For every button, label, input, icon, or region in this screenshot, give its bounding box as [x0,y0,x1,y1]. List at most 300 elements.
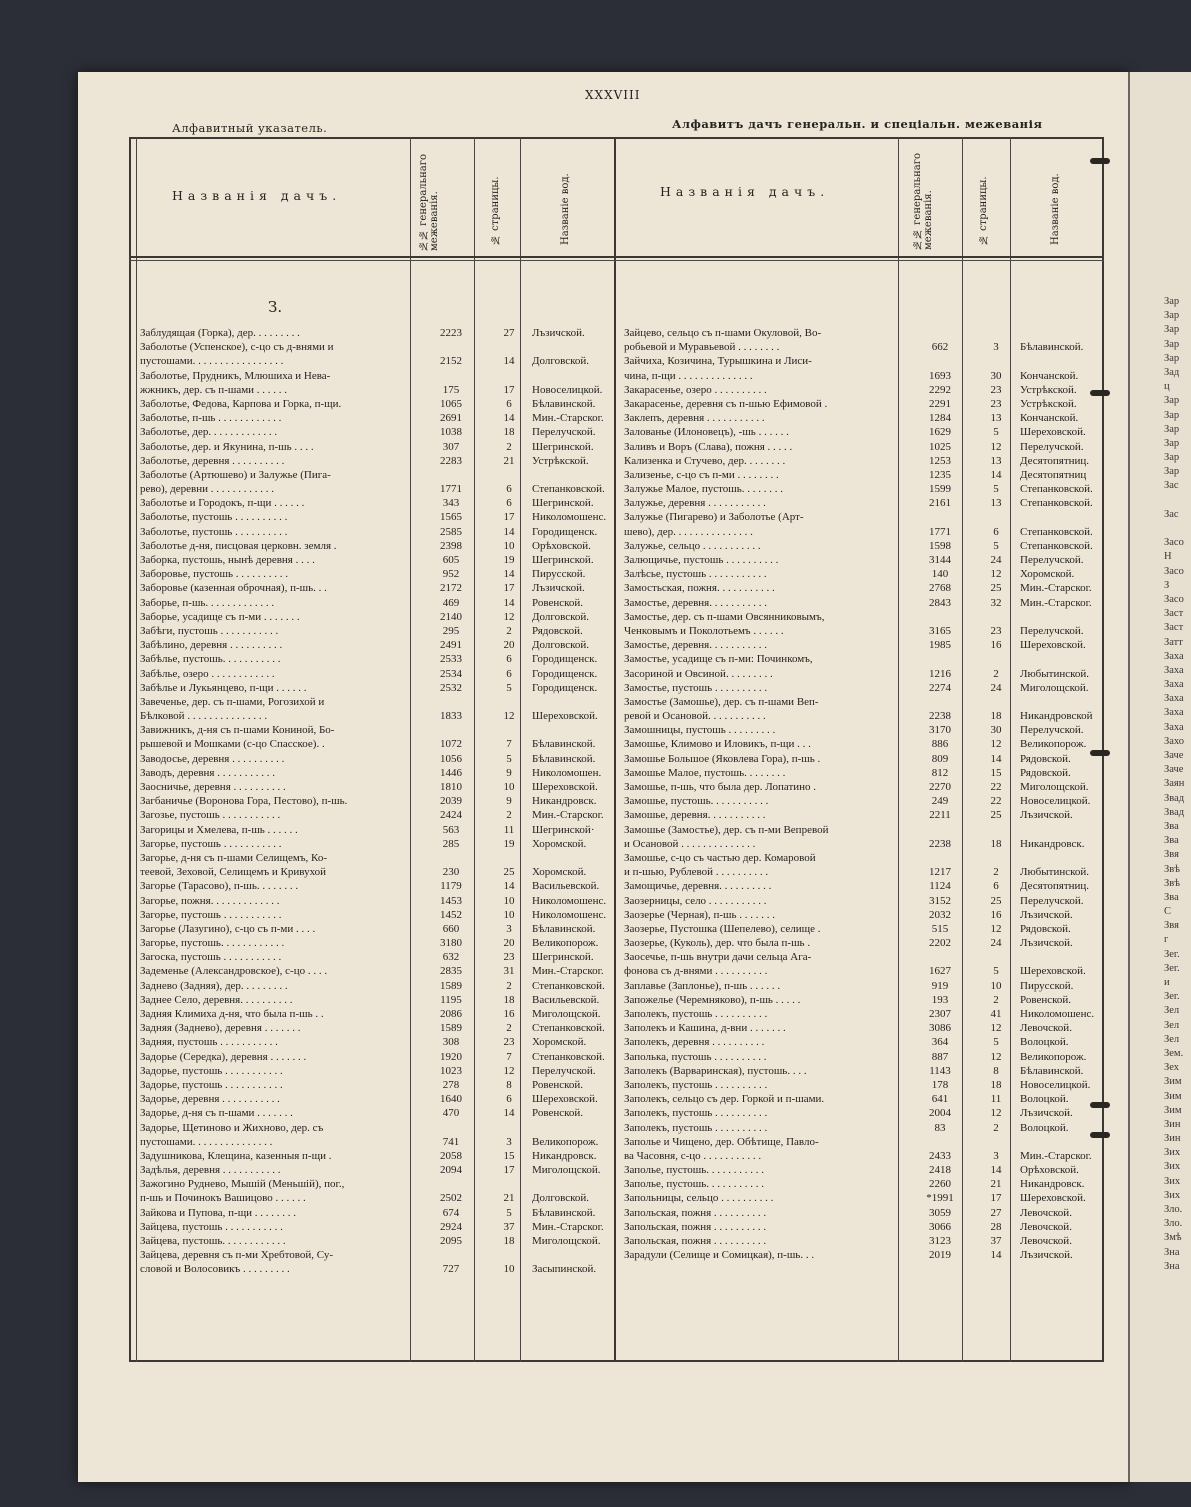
edge-fragment: Змѣ [1164,1232,1182,1244]
water-name: Мин.-Старског. [532,965,604,978]
table-row [624,411,1114,425]
entry-name: Загоска, пустошь . . . . . . . . . . . [140,951,282,964]
water-name: Десятопятниц. [1020,880,1090,893]
page-number-cell: 7 [506,1050,512,1063]
table-row [140,993,630,1007]
water-name: Лъзичской. [1020,908,1073,921]
table-row [624,369,1114,383]
edge-fragment: С [1164,906,1172,918]
water-name: Перелучской. [532,1064,596,1077]
edge-fragment: Захо [1164,735,1185,747]
general-survey-number: 1025 [929,440,951,453]
water-name: Великопорож. [1020,1050,1087,1063]
page-number-cell: 17 [503,383,515,396]
page-number-cell: 14 [503,355,515,368]
water-name: Засыпинской. [532,1263,597,1276]
water-name: Шереховской. [1020,1192,1086,1205]
water-name: Городищенск. [532,667,598,680]
entry-name: Заборье, усадище съ п-ми . . . . . . . [140,610,300,623]
general-survey-number: 175 [442,383,460,396]
page-number-cell: 5 [506,1206,512,1219]
page-number-cell: 14 [503,568,515,581]
table-row [624,539,1114,553]
edge-fragment: Звя [1164,920,1179,932]
table-row [624,326,1114,340]
general-survey-number: 1452 [440,908,462,921]
general-survey-number: 2058 [440,1149,462,1162]
table-row [624,964,1114,978]
general-survey-number: 641 [931,1093,949,1106]
water-name: Устрѣкской. [532,454,589,467]
entry-name: робьевой и Муравьевой . . . . . . . . [624,341,780,354]
water-name: Долговской. [532,1192,590,1205]
page-number-cell: 25 [990,582,1002,595]
general-survey-number: 3144 [929,554,951,566]
water-name: Никандровск. [532,1149,597,1162]
page-number-cell: 2 [506,809,512,822]
table-row [624,1092,1114,1106]
general-survey-number: 3059 [929,1206,951,1219]
edge-fragment: Засо [1164,565,1184,577]
water-name: Новоселицкой. [1020,1078,1091,1091]
table-row [624,624,1114,638]
entry-name: Заболотье д-ня, писцовая церковн. земля . [140,539,337,552]
general-survey-number: 3152 [929,894,951,907]
general-survey-number: 1023 [440,1064,462,1077]
table-row [140,723,630,737]
table-row [140,553,630,567]
general-survey-number: 1446 [440,766,462,779]
page-number-cell: 30 [990,369,1002,382]
header-rule-inner [129,260,1104,261]
water-name: Миголощской. [1020,681,1089,694]
table-row [140,922,630,936]
table-row [140,624,630,638]
general-survey-number: 2274 [929,681,951,694]
general-survey-number: 295 [442,624,460,637]
page-number-cell: 12 [990,738,1002,751]
col-page-right: № страницы. [978,176,989,245]
edge-fragment: Заче [1164,764,1184,776]
water-name: Шереховской. [532,1093,598,1106]
entry-name: Заливъ и Воръ (Слава), пожня . . . . . [624,440,793,453]
water-name: Миголощской. [1020,781,1089,793]
page-number-cell: 32 [990,596,1002,609]
entry-name: Задорье (Середка), деревня . . . . . . . [140,1050,307,1063]
entry-name: Заднее Село, деревня. . . . . . . . . . [140,993,293,1006]
table-row [624,752,1114,766]
edge-fragment: Звѣ [1164,877,1180,889]
page-number-cell: 13 [990,454,1002,467]
table-row [624,794,1114,808]
edge-fragment: Зас [1164,480,1179,492]
table-row [624,823,1114,837]
table-row [624,468,1114,482]
general-survey-number: 1693 [929,369,951,382]
page-number-cell: 37 [503,1220,515,1233]
entry-name: Зайцева, пустошь. . . . . . . . . . . . [140,1235,286,1247]
page-number-cell: 2 [506,979,512,992]
entry-name: Замошье, с-цо съ частью дер. Комаровой [624,851,816,864]
entry-name: Залужье (Пигарево) и Заболотье (Арт- [624,511,804,524]
general-survey-number: 2140 [440,610,462,623]
entry-name: Замостье, деревня. . . . . . . . . . . [624,596,767,609]
general-survey-number: 1216 [929,667,951,680]
page-number-cell: 14 [990,468,1002,481]
water-name: Шегринской. [532,554,594,566]
table-row [140,652,630,666]
table-row [140,837,630,851]
entry-name: Завижникъ, д-ня съ п-шами Кониной, Бо- [140,724,335,737]
general-survey-number: 632 [442,951,460,964]
page-number-cell: 16 [503,1008,515,1020]
water-name: Бѣлавинской. [1020,341,1084,354]
table-row [624,922,1114,936]
general-survey-number: 1453 [440,894,462,907]
page-number-cell: 2 [506,1022,512,1035]
entry-name: Заборовье, пустошь . . . . . . . . . . [140,568,289,581]
entry-name: ва Часовня, с-цо . . . . . . . . . . . [624,1149,762,1162]
entry-name: Завеченье, дер. съ п-шами, Рогозихой и [140,695,325,708]
water-name: Никандровск. [532,795,597,808]
water-name: Мин.-Старског. [532,1220,604,1233]
edge-fragment: Зар [1164,466,1180,478]
table-row [140,950,630,964]
general-survey-number: 1124 [929,880,951,893]
page-number-cell: 6 [506,497,512,510]
table-row [140,1106,630,1120]
edge-fragment: Зел [1164,1005,1180,1017]
page-number-cell: 20 [503,937,515,950]
water-name: Шереховской. [1020,965,1086,978]
col-water-right: Названіе вод. [1050,173,1061,245]
page-number-cell: 6 [993,880,999,893]
page-number-cell: 14 [503,880,515,893]
table-row [140,709,630,723]
table-row [140,936,630,950]
table-row [624,1007,1114,1021]
general-survey-number: 2086 [440,1008,462,1020]
page-number-cell: 14 [503,1107,515,1120]
entry-name: Заполекъ, пустошь . . . . . . . . . . [624,1107,768,1120]
edge-fragment: Зим [1164,1076,1182,1088]
water-name: Лъзичской. [532,327,585,339]
entry-name: Задняя (Заднево), деревня . . . . . . . [140,1022,301,1035]
general-survey-number: 2032 [929,908,951,921]
general-survey-number: 1598 [929,539,951,552]
entry-name: ревой и Осановой. . . . . . . . . . . [624,710,766,723]
entry-name: Бѣлковой . . . . . . . . . . . . . . . [140,710,268,723]
general-survey-number: 2418 [929,1164,951,1177]
water-name: Устрѣкской. [1020,383,1077,396]
entry-name: п-шь и Починокъ Вашицово . . . . . . [140,1192,306,1205]
page-number-cell: 30 [990,724,1002,737]
edge-fragment [1164,522,1190,536]
page-number-cell: 14 [503,525,515,538]
page-number-cell: 24 [990,937,1002,950]
page-number-cell: 14 [990,1249,1002,1262]
entry-name: Заболотье, дер. и Якунина, п-шь . . . . [140,440,314,453]
entry-name: Засориной и Овсиной. . . . . . . . . [624,667,773,680]
entry-name: Ченковымъ и Поколотьемъ . . . . . . [624,624,784,637]
general-survey-number: 2424 [440,809,462,822]
entry-name: Заборка, пустошь, нынѣ деревня . . . . [140,554,315,566]
edge-fragment: Зег. [1164,962,1180,974]
entry-name: Заозерницы, село . . . . . . . . . . . [624,894,767,907]
general-survey-number: 1056 [440,752,462,765]
entry-name: Заозерье (Черная), п-шь . . . . . . . [624,908,775,921]
page-number-cell: 6 [506,667,512,680]
table-row [140,695,630,709]
entry-name: Залужье, деревня . . . . . . . . . . . [624,497,766,510]
water-name: Хоромской. [1020,568,1075,581]
table-row [140,440,630,454]
entry-name: Зайцева, пустошь . . . . . . . . . . . [140,1220,283,1233]
table-row [140,638,630,652]
edge-fragment: Зар [1164,310,1180,322]
water-name: Волоцкой. [1020,1093,1069,1106]
general-survey-number: 2152 [440,355,462,368]
entry-name: Запожелье (Черемняково), п-шь . . . . . [624,993,801,1006]
general-survey-number: 1589 [440,979,462,992]
entry-name: Зарадули (Селище и Сомицкая), п-шь. . . [624,1249,815,1262]
page-number-cell: 5 [506,752,512,765]
page-number-cell: 17 [503,582,515,595]
page-number-cell: 10 [503,894,515,907]
edge-fragment: Зва [1164,891,1179,903]
water-name: Кончанской. [1020,369,1079,382]
edge-fragment: Заха [1164,650,1184,662]
water-name: Хоромской. [532,1036,587,1049]
header-left: Алфавитный указатель. [172,121,328,135]
entry-name: Заднево (Задняя), дер. . . . . . . . . [140,979,288,992]
water-name: Левочской. [1020,1206,1072,1219]
page-number-cell: 2 [506,440,512,453]
entry-name: Зайцево, сельцо съ п-шами Окуловой, Во- [624,327,822,339]
water-name: Степанковской. [532,1022,605,1035]
entry-name: Заплавье (Заплонье), п-шь . . . . . . [624,979,781,992]
table-row [624,553,1114,567]
table-row [140,411,630,425]
table-row [624,979,1114,993]
entry-name: Залужье Малое, пустошь. . . . . . . . [624,483,784,496]
water-name: Мин.-Старског. [1020,1149,1092,1162]
table-row [624,525,1114,539]
water-name: Десятопятниц. [1020,454,1090,467]
table-row [624,1220,1114,1234]
general-survey-number: 515 [931,922,949,935]
page-number-cell: 18 [990,1078,1002,1091]
entry-name: Забѣлье, пустошь. . . . . . . . . . . [140,653,281,666]
general-survey-number: 2768 [929,582,951,595]
table-row [624,709,1114,723]
table-row [624,1248,1114,1262]
general-survey-number: 1833 [440,710,462,723]
general-survey-number: 2270 [929,781,951,793]
water-name: Степанковской. [1020,539,1093,552]
edge-fragment: Звя [1164,849,1179,861]
page-number-cell: 6 [506,1093,512,1106]
table-row [624,865,1114,879]
edge-fragment: Зег. [1164,991,1180,1003]
water-name: Долговской. [532,610,590,623]
table-row [140,510,630,524]
table-row [624,681,1114,695]
page-number-cell: 12 [503,1064,515,1077]
col-name-right: Названія дачъ. [660,184,830,199]
water-name: Перелучской. [1020,440,1084,453]
water-name: Городищенск. [532,681,598,694]
page-number-cell: 19 [503,554,515,566]
water-name: Новоселицкой. [532,383,603,396]
page-number-cell: 13 [990,412,1002,425]
entry-name: Заосничье, деревня . . . . . . . . . . [140,781,286,793]
general-survey-number: 886 [931,738,949,751]
edge-fragment: Заст [1164,608,1184,620]
general-survey-number: 812 [931,766,949,779]
header-rule [129,256,1104,258]
page-number-cell: 3 [506,922,512,935]
water-name: Бѣлавинской. [532,738,596,751]
table-row [140,894,630,908]
entry-name: Замошье Большое (Яковлева Гора), п-шь . [624,752,821,765]
table-row [140,794,630,808]
edge-fragment: Зих [1164,1161,1181,1173]
table-row [624,354,1114,368]
edge-fragment: Зна [1164,1246,1180,1258]
general-survey-number: 230 [442,866,460,879]
table-row [140,1220,630,1234]
table-row [624,383,1114,397]
entry-name: и Осановой . . . . . . . . . . . . . . [624,837,756,850]
table-row [624,581,1114,595]
page-number-cell: 21 [503,454,515,467]
water-name: Городищенск. [532,525,598,538]
general-survey-number: 3123 [929,1235,951,1247]
water-name: Новоселицкой. [1020,795,1091,808]
water-name: Пирусской. [532,568,586,581]
table-row [140,1007,630,1021]
water-name: Долговской. [532,355,590,368]
table-row [140,340,630,354]
page-number-cell: 27 [503,327,515,339]
entry-name: Замостье, деревня. . . . . . . . . . . [624,639,767,652]
water-name: Бѣлавинской. [532,397,596,410]
section-letter: З. [268,298,283,316]
edge-fragment: Зло. [1164,1218,1183,1230]
table-row [140,1262,630,1276]
edge-fragment: Звад [1164,806,1185,818]
entry-name: Задеменье (Александровское), с-цо . . . . [140,965,328,978]
edge-fragment: Зем. [1164,1047,1184,1059]
water-name: Лъзичской. [532,582,585,595]
table-row [140,383,630,397]
page-number-cell: 25 [503,866,515,879]
general-survey-number: 2238 [929,710,951,723]
general-survey-number: 1589 [440,1022,462,1035]
general-survey-number: 741 [442,1135,460,1148]
general-survey-number: 605 [442,554,460,566]
page-number-cell: 18 [990,837,1002,850]
edge-fragment: Зас [1164,508,1179,520]
entry-name: Заполекъ (Варваринская), пустошь. . . . [624,1064,807,1077]
general-survey-number: 470 [442,1107,460,1120]
water-name: Степанковской. [1020,525,1093,538]
table-row [624,1234,1114,1248]
entry-name: Задорье, д-ня съ п-шами . . . . . . . [140,1107,293,1120]
general-survey-number: 1771 [929,525,951,538]
table-row [140,964,630,978]
table-row [624,737,1114,751]
water-name: Лъзичской. [1020,937,1073,950]
water-name: Степанковской. [1020,483,1093,496]
entry-name: Заосечье, п-шь внутри дачи сельца Ага- [624,951,812,964]
edge-fragment: Заче [1164,750,1184,761]
general-survey-number: 2223 [440,327,462,339]
water-name: Любытинской. [1020,866,1090,879]
next-page-edge-text [1164,295,1190,1274]
entry-name: Залованье (Илоновецъ), -шь . . . . . . [624,426,789,439]
general-survey-number: 2398 [440,539,462,552]
water-name: Великопорож. [1020,738,1087,751]
water-name: Левочской. [1020,1022,1072,1035]
water-name: Шереховской. [532,710,598,723]
entry-name: Заборье, п-шь. . . . . . . . . . . . . [140,596,275,609]
entry-name: Заболотье, Федова, Карпова и Горка, п-щи. [140,397,342,410]
entry-name: Замостье, усадище съ п-ми: Починкомъ, [624,653,813,666]
water-name: Мин.-Старског. [532,809,604,822]
water-name: Бѣлавинской. [1020,1064,1084,1077]
water-name: Шереховской. [1020,426,1086,439]
entry-name: Заболотье (Успенское), с-цо съ д-внями и [140,341,334,354]
page-number-cell: 6 [506,483,512,496]
general-survey-number: 469 [442,596,460,609]
page-number-cell: 20 [503,639,515,652]
entry-name: Заполекъ, пустошь . . . . . . . . . . [624,1121,768,1134]
page-number-cell: 12 [503,610,515,623]
general-survey-number: 193 [931,993,949,1006]
page-number-cell: 10 [990,979,1002,992]
page-number-cell: 3 [506,1135,512,1148]
page-number-cell: 5 [993,483,999,496]
general-survey-number: 2004 [929,1107,951,1120]
edge-fragment: и [1164,977,1170,988]
table-row [624,482,1114,496]
table-row [140,1135,630,1149]
edge-fragment: Зех [1164,1062,1180,1074]
table-row [624,950,1114,964]
general-survey-number: 249 [931,795,949,808]
entry-name: Задорье, Щетиново и Жихново, дер. съ [140,1121,324,1134]
water-name: Николомошенс. [532,908,607,921]
entry-name: и п-шью, Рублевой . . . . . . . . . . [624,866,769,879]
entry-name: Задорье, пустошь . . . . . . . . . . . [140,1078,283,1091]
water-name: Любытинской. [1020,667,1090,680]
table-row [140,369,630,383]
page-number-cell: 12 [990,1107,1002,1120]
table-row [140,1035,630,1049]
entry-name: фоновa съ д-внями . . . . . . . . . . [624,965,768,978]
general-survey-number: 2292 [929,383,951,396]
table-row [140,752,630,766]
entry-name: Замостьская, пожня. . . . . . . . . . . [624,582,775,595]
general-survey-number: 674 [442,1206,460,1219]
page-number-cell: 5 [993,1036,999,1049]
water-name: Ровенской. [532,1078,584,1091]
general-survey-number: 2585 [440,525,462,538]
page-number-cell: 41 [990,1008,1002,1020]
water-name: Степанковской. [532,483,605,496]
